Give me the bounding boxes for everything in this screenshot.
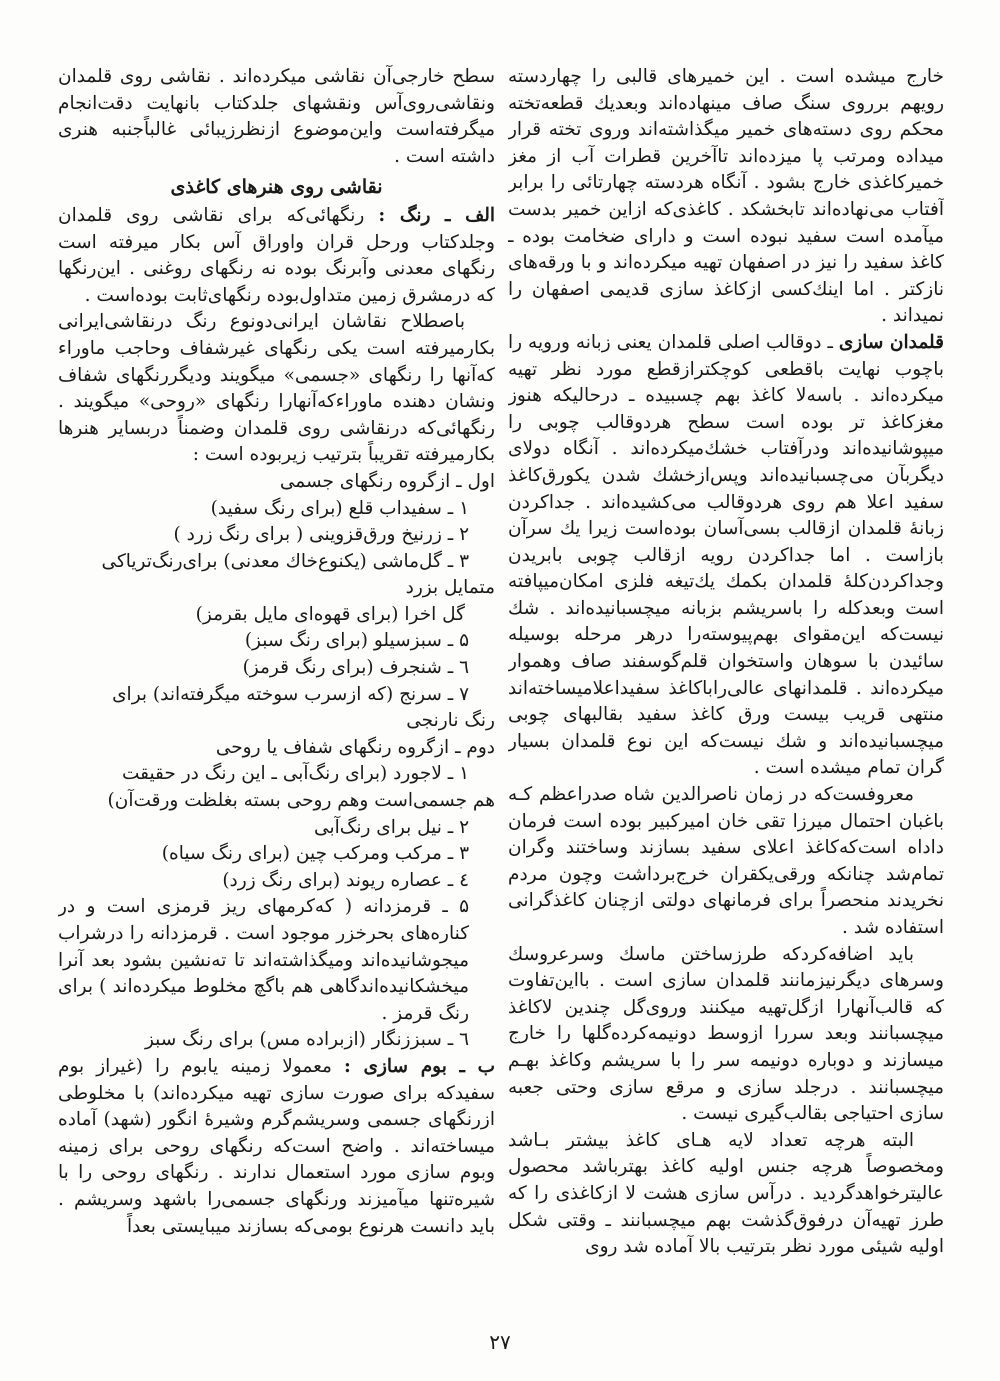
list-item: ۷ ـ سرنج (که ازسرب سوخته میگرفته‌اند) برای: [112, 683, 469, 705]
list-item: ۵ ـ قرمزدانه ( که‌کرمهای ریز قرمزی است و در کناره‌های بحرخزر موجود است . قرمزدانه را درشراب میجوشانیده‌اند ومیگذاشته‌اند تا ته‌نشین بشود بعد آنرا میخشکانیده‌اندگاهی هم باگچ مخلوط میکرده‌اند ) برای رنگ قرمز .: [58, 896, 469, 1024]
paragraph-text: ـ دوقالب اصلی قلمدان یعنی زبانه ورویه را باچوب نهایت باقطعی کوچکترازقطع مورد نظر تهیه میکرده‌اند . باسه‌لا کاغذ بهم چسبیده ـ درحالیکه هنوز مغزکاغذ تر بوده است سطح هردوقالب چوبی را میپوشانیده‌اند ودرآفتاب خشك‌میکرده‌اند . آنگاه دولای دیگربآن می‌چسبانیده‌اند وپس‌ازخشك شدن یکورق‌کاغذ سفید اعلا هم روی هردوقالب می‌کشیده‌اند . جداکردن زبانهٔ قلمدان ازقالب بسی‌آسان بوده‌است زیرا یك سرآن بازاست . اما جداکردن رویه ازقالب چوبی بابریدن وجداکردن‌کلهٔ قلمدان بکمك یك‌تیغه فلزی امکان‌میپافته است وبعدکله را باسریشم بزبانه میچسبانیده‌اند . شك نیست‌که این‌مقوای بهم‌پیوسته‌را درهر مرحله بوسیله سائیدن با سوهان واستخوان قلم‌گوسفند صاف وهموار میکرده‌اند . قلمدانهای عالی‌راباکاغذ سفیداعلامیساخته‌اند منتهی قریب بیست ورق کاغذ سفید بقالبهای چوبی میچسبانیده‌اند و شك نیست‌که این نوع قلمدان بسیار گران تمام میشده است .: [508, 331, 944, 779]
list-item-continuation: هم جسمی‌است وهم روحی بسته بغلظت ورقت‌آن): [107, 790, 495, 812]
list-item-continuation: رنگ نارنجی: [406, 710, 495, 732]
paragraph: [58, 1054, 495, 1240]
list-item: ۲ ـ نیل برای رنگ‌آبی: [314, 816, 469, 838]
left-column: [58, 64, 495, 1270]
list-item: ۳ ـ گل‌ماشی (یکنوع‌خاك معدنی) برای‌رنگ‌تریاکی: [101, 550, 469, 572]
list-item-continuation: متمایل بزرد: [405, 577, 495, 599]
list-item: گل اخرا (برای قهوه‌ای مایل بقرمز): [195, 603, 465, 625]
list-item: ۱ ـ سفیداب قلع (برای رنگ سفید): [210, 497, 469, 519]
paragraph: باصطلاح نقاشان ایرانی‌دونوع رنگ درنقاشی‌ایرانی بکارمیرفته است یکی رنگهای غیرشفاف وحاجب ماوراء که‌آنها را رنگهای «جسمی» میگویند ودیگررنگهای شفاف ونشان دهنده ماوراءکه‌آنهارا رنگهای «روحی» میگویند . رنگهائی‌که درنقاشی روی قلمدان وضمناً دربسایر هنرها بکارمیرفته تقریباً بترتیب زیربوده است :: [58, 311, 495, 466]
paragraph-text: معمولا زمینه یابوم را (غیراز بوم سفیدکه برای صورت سازی تهیه میکرده‌اند) با مخلوطی ازرنگهای جسمی وسریشم‌گرم وشیرهٔ انگور (شهد) آماده میساخته‌اند . واضح است‌که رنگهای روحی برای زمینه وبوم سازی مورد استعمال ندارند . رنگهای روحی را با شیره‌تنها میآمیزند ورنگهای جسمی‌را باشهد وسریشم . باید دانست هرنوع بومی‌که بسازند میبایستی بعداً: [58, 1055, 495, 1237]
paragraph: البته هرچه تعداد لایه هـای کاغذ بیشتر بـاشد ومخصوصاً هرچه جنس اولیه کاغذ بهترباشد محصول عالیترخواهدگردید . درآس سازی هشت لا ازکاغذی را که طرز تهیه‌آن درفوق‌گذشت بهم میچسبانند ـ وقتی شکل اولیه شیئی مورد نظر بترتیب بالا آماده شد روی: [508, 1129, 944, 1258]
section-heading: نقاشی روی هنرهای کاغذی: [170, 176, 383, 199]
list-item: ۳ ـ مرکب ومرکب چین (برای رنگ سیاه): [161, 843, 469, 865]
paragraph: [58, 203, 495, 309]
subsection-lead-alef: الف ـ رنگ :: [378, 204, 495, 226]
page-number: ۲۷: [489, 1330, 511, 1354]
list-item: ٦ ـ سبززنگار (ازبراده مس) برای رنگ سبز: [144, 1029, 469, 1051]
list-item: ٦ ـ شنجرف (برای رنگ قرمز): [242, 657, 469, 679]
group-title: دوم ـ ازگروه رنگهای شفاف یا روحی: [215, 736, 495, 758]
paragraph-text: رنگهائی‌که برای نقاشی روی قلمدان وجلدکتاب ورحل قران واوراق آس بکار میرفته است رنگهای معدنی وآبرنگ بوده نه رنگهای روغنی . این‌رنگها که درمشرق زمین متداول‌بوده رنگهای‌ثابت بوده‌است .: [58, 204, 495, 306]
list-item: ۵ ـ سبزسیلو (برای رنگ سبز): [244, 630, 469, 652]
list-item: ۱ ـ لاجورد (برای رنگ‌آبی ـ این رنگ در حقیقت: [121, 763, 469, 785]
section-lead-qalamdan-sazi: قلمدان سازی: [838, 331, 944, 353]
group-title: اول ـ ازگروه رنگهای جسمی: [279, 470, 495, 492]
paragraph: باید اضافه‌کردکه طرزساختن ماسك وسرعروسك وسرهای دیگرنیزمانند قلمدان سازی است . بااین‌تفاوت که قالب‌آنهارا ازگل‌تهیه میکنند وروی‌گل چندین لاکاغذ میچسبانند وبعد سررا ازوسط دونیمه‌کرده‌گلها را خارج میسازند و دوباره دونیمه سر را با سریشم وکاغذ بهـم میچسبانند . درجلد سازی و مرقع سازی وحتی جعبه سازی احتیاجی بقالب‌گیری نیست .: [508, 943, 944, 1125]
paragraph: معروفست‌که در زمان ناصرالدین شاه صدراعظم کـه باغبان احتمال میرزا تقی خان امیرکبیر بوده است فرمان داداه است‌که‌کاغذ اعلای سفید بسازند وساختند وگران تمام‌شد چنانکه ورقی‌یکقران خرج‌برداشت وچون مردم نخریدند منحصراً برای فرمانهای دولتی ازچنان کاغذگرانی استفاده شد .: [508, 784, 944, 938]
right-column: [508, 64, 944, 1270]
paragraph: [508, 330, 944, 782]
list-item: ٤ ـ عصاره ریوند (برای رنگ زرد): [222, 869, 469, 891]
paragraph: سطح خارجی‌آن نقاشی میکرده‌اند . نقاشی روی قلمدان ونقاشی‌روی‌آس ونقشهای جلدکتاب بانهایت دقت‌انجام میگرفته‌است واین‌موضوع ازنظرزیبائی غالباًجنبه هنری داشته است .: [58, 66, 495, 167]
subsection-lead-beh: ب ـ بوم سازی :: [344, 1055, 495, 1077]
list-item: ۲ ـ زرنیخ ورق‌قزوینی ( برای رنگ زرد ): [173, 524, 469, 546]
paragraph: خارج میشده است . این خمیرهای قالبی را چهاردسته رویهم برروی سنگ صاف مینهاده‌اند وبعدیك قطعه‌تخته محکم روی دسته‌های خمیر میگذاشته‌اند وروی تخته قرار میداده ومرتب پا میزده‌اند تاآخرین قطرات آب از مغز خمیرکاغذی خارج بشود . آنگاه هردسته چهارتائی را برابر آفتاب می‌نهاده‌اند تابخشکد . کاغذی‌که ازاین خمیر بدست میآمده است سفید نبوده است و دارای ضخامت بوده ـ کاغذ سفید را نیز در اصفهان تهیه میکرده‌اند و با ورقه‌های نازکتر . اما اینك‌کسی ازکاغذ سازی قدیمی اصفهان را نمیداند .: [508, 66, 944, 327]
